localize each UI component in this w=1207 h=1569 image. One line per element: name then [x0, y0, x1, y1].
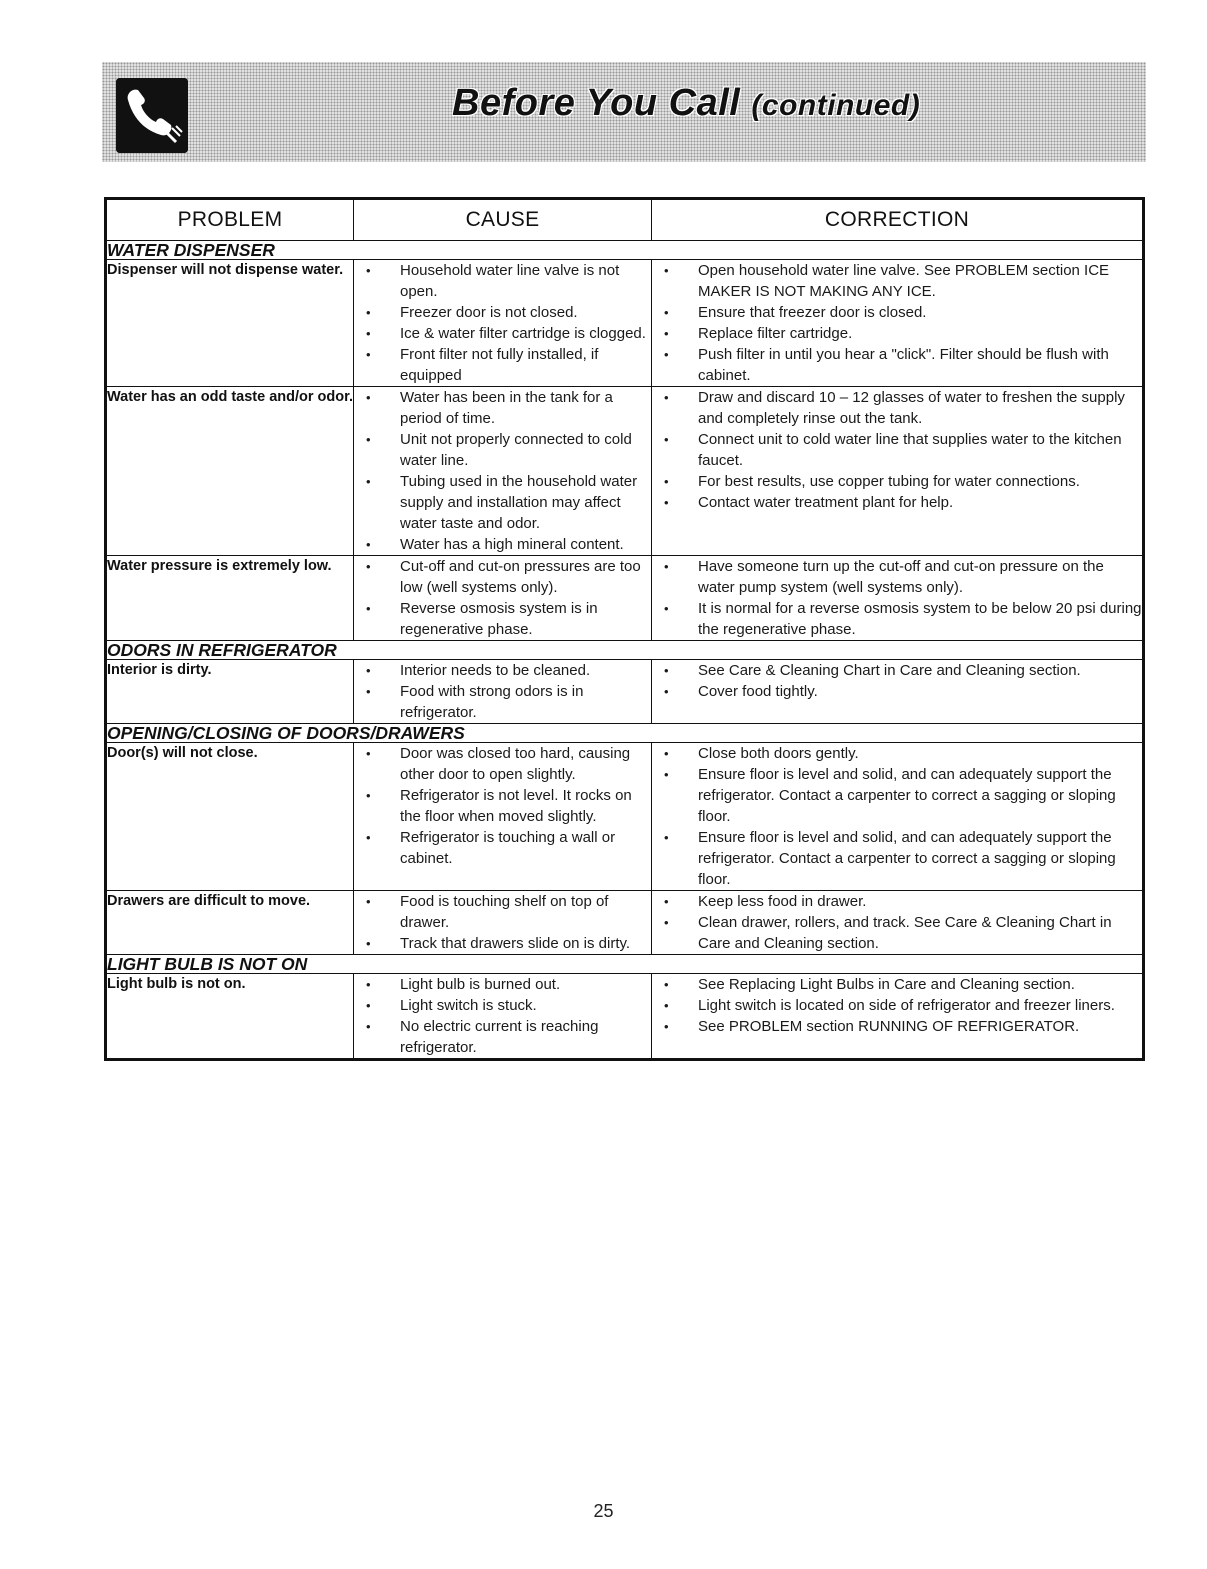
correction-item: • Open household water line valve. See PROBLEM section ICE MAKER IS NOT MAKING ANY ICE. — [652, 260, 1142, 302]
cause-item: • Light bulb is burned out. — [354, 974, 651, 995]
cause-cell — [354, 660, 652, 724]
section-row — [106, 641, 1144, 660]
cause-item: • Tubing used in the household water supply and installation may affect water taste and odor. — [354, 471, 651, 534]
cause-item: • Cut-off and cut-on pressures are too low (well systems only). — [354, 556, 651, 598]
correction-item: • Ensure floor is level and solid, and can adequately support the refrigerator. Contact a carpenter to correct a sagging or sloping floor. — [652, 827, 1142, 890]
cause-item: • Water has a high mineral content. — [354, 534, 651, 555]
cause-item: • Reverse osmosis system is in regenerative phase. — [354, 598, 651, 640]
section-title: WATER DISPENSER — [106, 241, 1144, 260]
correction-item: • See PROBLEM section RUNNING OF REFRIGERATOR. — [652, 1016, 1142, 1037]
correction-cell — [652, 743, 1144, 891]
table-row — [106, 260, 1144, 387]
cause-item: • Household water line valve is not open. — [354, 260, 651, 302]
correction-cell — [652, 260, 1144, 387]
correction-item: • Connect unit to cold water line that supplies water to the kitchen faucet. — [652, 429, 1142, 471]
correction-item: • Ensure that freezer door is closed. — [652, 302, 1142, 323]
section-title: ODORS IN REFRIGERATOR — [106, 641, 1144, 660]
cause-item: • Light switch is stuck. — [354, 995, 651, 1016]
section-title: LIGHT BULB IS NOT ON — [106, 955, 1144, 974]
cause-item: • No electric current is reaching refrigerator. — [354, 1016, 651, 1058]
correction-cell — [652, 387, 1144, 556]
column-header-cause: CAUSE — [354, 199, 652, 241]
correction-item: • It is normal for a reverse osmosis system to be below 20 psi during the regenerative phase. — [652, 598, 1142, 640]
correction-item: • Ensure floor is level and solid, and can adequately support the refrigerator. Contact a carpenter to correct a sagging or sloping floor. — [652, 764, 1142, 827]
cause-item: • Refrigerator is touching a wall or cabinet. — [354, 827, 651, 869]
phone-call-icon — [116, 78, 188, 153]
column-header-problem: PROBLEM — [106, 199, 354, 241]
table-row — [106, 660, 1144, 724]
cause-item: • Front filter not fully installed, if equipped — [354, 344, 651, 386]
column-header-correction: CORRECTION — [652, 199, 1144, 241]
correction-item: • Cover food tightly. — [652, 681, 1142, 702]
table-row — [106, 556, 1144, 641]
cause-item: • Door was closed too hard, causing other door to open slightly. — [354, 743, 651, 785]
section-row — [106, 955, 1144, 974]
troubleshooting-table — [104, 197, 1145, 1061]
problem-cell: Water pressure is extremely low. — [106, 556, 354, 641]
problem-cell: Door(s) will not close. — [106, 743, 354, 891]
cause-item: • Water has been in the tank for a period of time. — [354, 387, 651, 429]
table-row — [106, 387, 1144, 556]
table-header-row — [106, 199, 1144, 241]
cause-item: • Unit not properly connected to cold water line. — [354, 429, 651, 471]
header-banner — [102, 62, 1146, 162]
correction-item: • Keep less food in drawer. — [652, 891, 1142, 912]
correction-cell — [652, 891, 1144, 955]
correction-cell — [652, 556, 1144, 641]
problem-cell: Dispenser will not dispense water. — [106, 260, 354, 387]
cause-item: • Track that drawers slide on is dirty. — [354, 933, 651, 954]
cause-item: • Freezer door is not closed. — [354, 302, 651, 323]
cause-item: • Food with strong odors is in refrigerator. — [354, 681, 651, 723]
cause-item: • Ice & water filter cartridge is clogged. — [354, 323, 651, 344]
correction-item: • Have someone turn up the cut-off and cut-on pressure on the water pump system (well systems only). — [652, 556, 1142, 598]
table-row — [106, 743, 1144, 891]
problem-cell: Water has an odd taste and/or odor. — [106, 387, 354, 556]
correction-item: • See Replacing Light Bulbs in Care and Cleaning section. — [652, 974, 1142, 995]
cause-cell — [354, 891, 652, 955]
cause-item: • Refrigerator is not level. It rocks on the floor when moved slightly. — [354, 785, 651, 827]
correction-item: • See Care & Cleaning Chart in Care and Cleaning section. — [652, 660, 1142, 681]
cause-item: • Interior needs to be cleaned. — [354, 660, 651, 681]
cause-cell — [354, 974, 652, 1060]
correction-item: • Draw and discard 10 – 12 glasses of water to freshen the supply and completely rinse out the tank. — [652, 387, 1142, 429]
correction-item: • Close both doors gently. — [652, 743, 1142, 764]
table-row — [106, 974, 1144, 1060]
cause-cell — [354, 743, 652, 891]
section-row — [106, 724, 1144, 743]
correction-item: • For best results, use copper tubing for water connections. — [652, 471, 1142, 492]
correction-item: • Clean drawer, rollers, and track. See Care & Cleaning Chart in Care and Cleaning section. — [652, 912, 1142, 954]
correction-item: • Contact water treatment plant for help. — [652, 492, 1142, 513]
table-row — [106, 891, 1144, 955]
problem-cell: Drawers are difficult to move. — [106, 891, 354, 955]
cause-cell — [354, 387, 652, 556]
section-title: OPENING/CLOSING OF DOORS/DRAWERS — [106, 724, 1144, 743]
page-subtitle: (continued) — [751, 89, 921, 122]
correction-cell — [652, 660, 1144, 724]
correction-item: • Light switch is located on side of refrigerator and freezer liners. — [652, 995, 1142, 1016]
cause-cell — [354, 556, 652, 641]
cause-cell — [354, 260, 652, 387]
correction-item: • Push filter in until you hear a "click". Filter should be flush with cabinet. — [652, 344, 1142, 386]
correction-item: • Replace filter cartridge. — [652, 323, 1142, 344]
correction-cell — [652, 974, 1144, 1060]
problem-cell: Interior is dirty. — [106, 660, 354, 724]
cause-item: • Food is touching shelf on top of drawer. — [354, 891, 651, 933]
page-number: 25 — [593, 1501, 614, 1521]
problem-cell: Light bulb is not on. — [106, 974, 354, 1060]
section-row — [106, 241, 1144, 260]
page-title: Before You Call (continued) — [452, 82, 921, 124]
